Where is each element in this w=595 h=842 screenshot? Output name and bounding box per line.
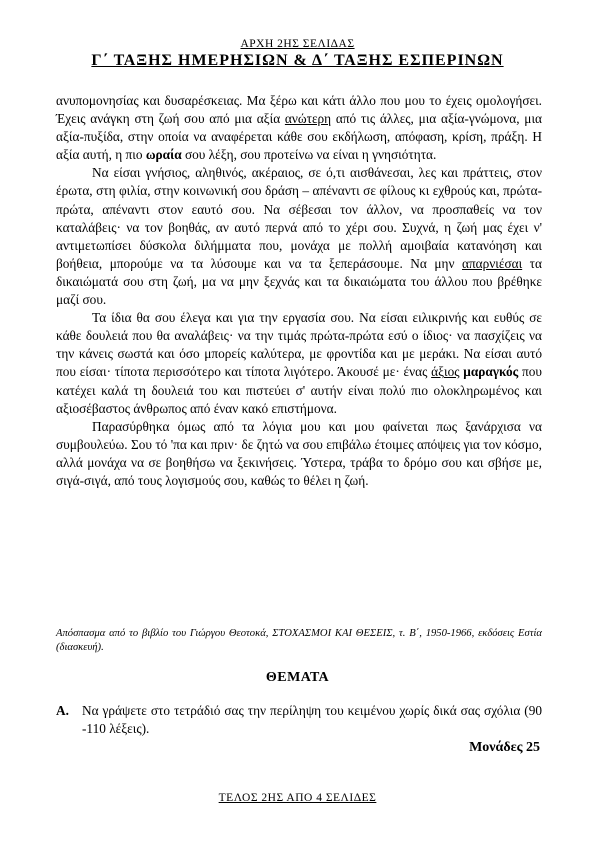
text-run: από τις άλλες, μια αξία-γνώμονα, μια αξία-πυξίδα, στην οποία να αναφέρεται κάθε σου εκδήλωση, απόφαση, κρίση, πράξη. Η αξία αυτή, η πιο — [56, 111, 542, 163]
bold-word: ωραία — [145, 147, 182, 163]
text-run: τα δικαιώματά σου στη ζωή, μα να μην ξεχνάς και τα δικαιώματα του άλλου που βρέθηκε μαζί σου. — [56, 255, 542, 308]
paragraph-2 — [56, 164, 542, 309]
task-text: Να γράψετε στο τετράδιό σας την περίληψη του κειμένου χωρίς δικά σας σχόλια (90 -110 λέξεις). — [82, 703, 542, 736]
text-run: ανυπομονησίας και δυσαρέσκειας. Μα ξέρω και κάτι άλλο που μου το έχεις ομολογήσει. Έχεις ανάγκη στη ζωή σου από μια αξία — [56, 93, 542, 127]
page-end-label: ΤΕΛΟΣ 2ΗΣ ΑΠΟ 4 ΣΕΛΙΔΕΣ — [218, 792, 377, 804]
passage-text — [56, 92, 542, 490]
themes-heading: ΘΕΜΑΤΑ — [265, 670, 330, 685]
text-run: σου λέξη, σου προτείνω να είναι η γνησιότητα. — [181, 147, 437, 163]
task-units: Μονάδες 25 — [469, 740, 540, 755]
source-citation: Απόσπασμα από το βιβλίο του Γιώργου Θεοτοκά, ΣΤΟΧΑΣΜΟΙ ΚΑΙ ΘΕΣΕΙΣ, τ. Β΄, 1950-1966, εκδόσεις Εστία (διασκευή). — [56, 628, 542, 653]
text-run: Να είσαι γνήσιος, αληθινός, ακέραιος, σε ό,τι αισθάνεσαι, λες και πράττεις, στον έρωτα, στη φιλία, στην κοινωνική σου δράση – απέναντι σε φίλους κι εχθρούς και, πρώτα-πρώτα, απέναντι στον εαυτό σου. Να σέβεσαι τον άλλον, να προσπαθείς να τον καταλάβεις· να τον βοηθάς, αν αυτό περνά από το χέρι σου. Συχνά, η ζωή μας έχει ν' αντιμετωπίσει δύσκολα διλήμματα που, μονάχα με πολλή αμοιβαία κατανόηση και βοήθεια, μπορούμε να τα λύσουμε και να τα ξεπεράσουμε. Να μην — [56, 165, 542, 271]
exam-class-title: Γ΄ ΤΑΞΗΣ ΗΜΕΡΗΣΙΩΝ & Δ΄ ΤΑΞΗΣ ΕΣΠΕΡΙΝΩΝ — [91, 52, 504, 69]
page-start-label: ΑΡΧΗ 2ΗΣ ΣΕΛΙΔΑΣ — [240, 38, 355, 50]
paragraph-1 — [56, 92, 542, 164]
paragraph-4: Παρασύρθηκα όμως από τα λόγια μου και μου φαίνεται πως ξανάρχισα να συμβουλεύω. Σου τό 'πα και πριν· δε ζητώ να σου επιβάλω έτοιμες απόψεις για τον κόσμο, αλλά μονάχα να σε βοηθήσω να ξεκινήσεις. Ύστερα, τράβα το δρόμο σου και σβήσε με, σιγά-σιγά, από τους λογισμούς σου, καθώς το θέλει η ζωή. — [56, 418, 542, 488]
underlined-word: απαρνιέσαι — [462, 255, 523, 271]
text-run: που κατέχει καλά τη δουλειά του και πιστεύει σ' αυτήν είναι πολύ πιο ολοκληρωμένος και αξιοσέβαστος άνθρωπος από έναν κακό επιστήμονα. — [56, 364, 542, 416]
underlined-word: ανώτερη — [284, 111, 332, 127]
task-a — [56, 702, 542, 738]
task-letter: Α. — [56, 703, 69, 718]
underlined-word: άξιος — [431, 364, 460, 380]
text-run: Τα ίδια θα σου έλεγα και για την εργασία σου. Να είσαι ειλικρινής και ευθύς σε κάθε δουλειά που θα αναλάβεις· να την τιμάς πρώτα-πρώτα εσύ ο ίδιος· να πασχίζεις να την κάνεις σωστά και όσο μπορείς καλύτερα, με φροντίδα και με μεράκι. Να είσαι αυτό που είσαι· τίποτα περισσότερο και τίποτα λιγότερο. Άκουσέ με· ένας — [56, 310, 542, 380]
bold-word: μαραγκός — [463, 364, 519, 380]
paragraph-3 — [56, 309, 542, 418]
